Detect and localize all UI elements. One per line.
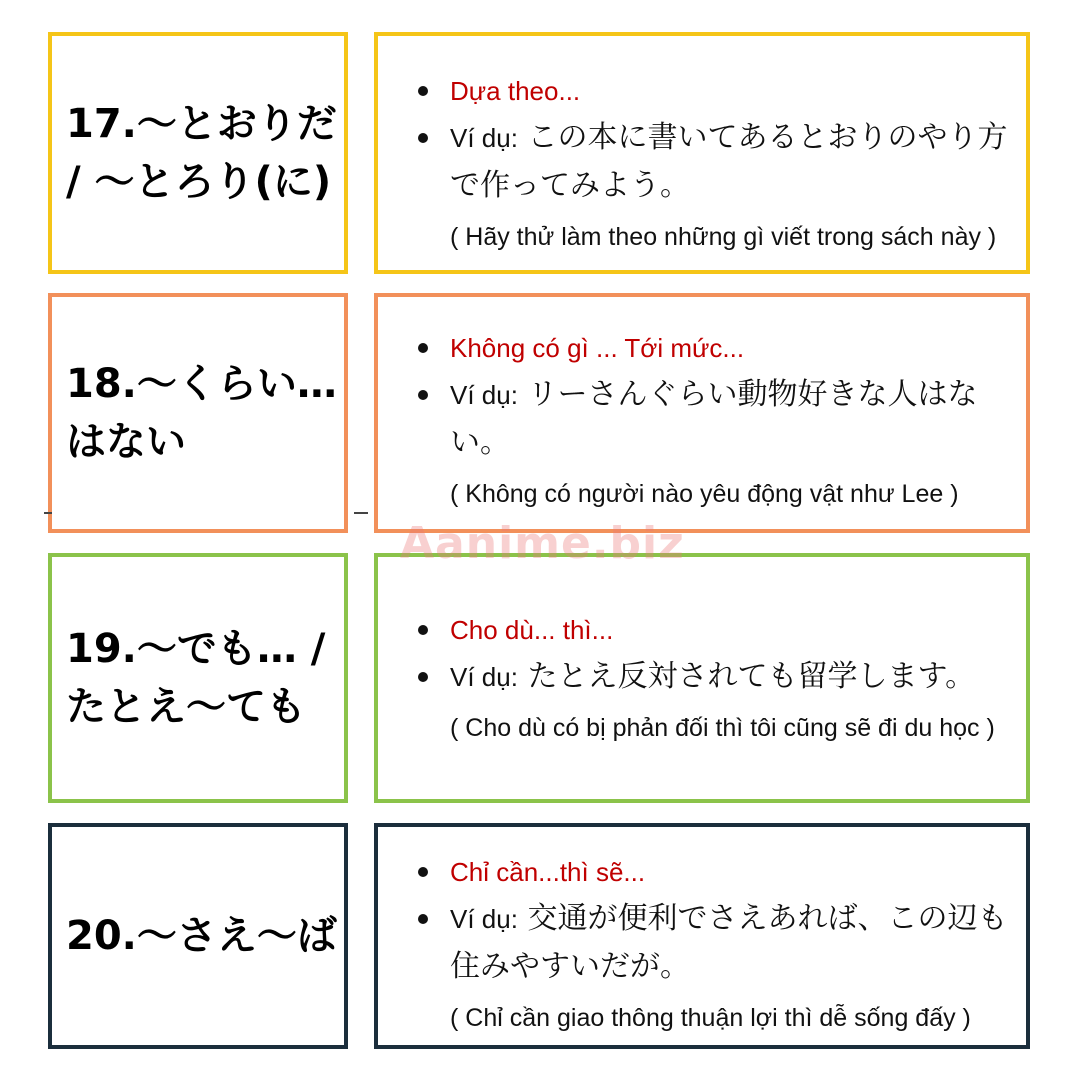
example-translation: ( Chỉ cần giao thông thuận lợi thì dễ sống đấy ) xyxy=(450,1004,971,1032)
example-japanese: この本に書いてあるとおりのやり方で作ってみよう。 xyxy=(450,120,1008,203)
pattern-title: 18.～くらい… はない xyxy=(66,361,337,465)
example-translation: ( Không có người nào yêu động vật như Lee ) xyxy=(450,480,959,508)
pattern-title: 20.～さえ～ば xyxy=(66,913,337,959)
watermark: Aanime.biz xyxy=(400,518,685,569)
example-label: Ví dụ: xyxy=(450,904,518,934)
pattern-box-19 xyxy=(48,553,348,803)
explanation-box-20 xyxy=(374,823,1030,1049)
divider-tick-right xyxy=(354,512,368,514)
pattern-box-20 xyxy=(48,823,348,1049)
explanation-box-19 xyxy=(374,553,1030,803)
explanation-box-18 xyxy=(374,293,1030,533)
explanation-list xyxy=(418,68,1016,210)
pattern-title: 19.～でも… / たとえ～ても xyxy=(66,626,326,730)
pattern-title: 17.～とおりだ / ～とろり(に) xyxy=(66,101,337,205)
example-item xyxy=(418,114,1016,210)
example-translation: ( Cho dù có bị phản đối thì tôi cũng sẽ đi du học ) xyxy=(450,714,995,742)
example-item xyxy=(418,653,1016,701)
example-item xyxy=(418,895,1016,991)
meaning-text: Không có gì ... Tới mức... xyxy=(418,325,1016,371)
pattern-box-17 xyxy=(48,32,348,274)
example-japanese: 交通が便利でさえあれば、この辺も住みやすいだが。 xyxy=(450,901,1008,984)
example-japanese: リーさんぐらい動物好きな人はない。 xyxy=(450,377,978,460)
example-item xyxy=(418,371,1016,467)
example-translation: ( Hãy thử làm theo những gì viết trong sách này ) xyxy=(450,223,997,251)
meaning-text: Dựa theo... xyxy=(418,68,1016,114)
explanation-list xyxy=(418,607,1016,701)
example-label: Ví dụ: xyxy=(450,380,518,410)
explanation-box-17 xyxy=(374,32,1030,274)
explanation-list xyxy=(418,849,1016,991)
meaning-text: Chỉ cần...thì sẽ... xyxy=(418,849,1016,895)
example-label: Ví dụ: xyxy=(450,662,518,692)
pattern-box-18 xyxy=(48,293,348,533)
explanation-list xyxy=(418,325,1016,467)
example-japanese: たとえ反対されても留学します。 xyxy=(527,659,976,694)
divider-tick-left xyxy=(44,512,52,514)
meaning-text: Cho dù... thì... xyxy=(418,607,1016,653)
example-label: Ví dụ: xyxy=(450,123,518,153)
